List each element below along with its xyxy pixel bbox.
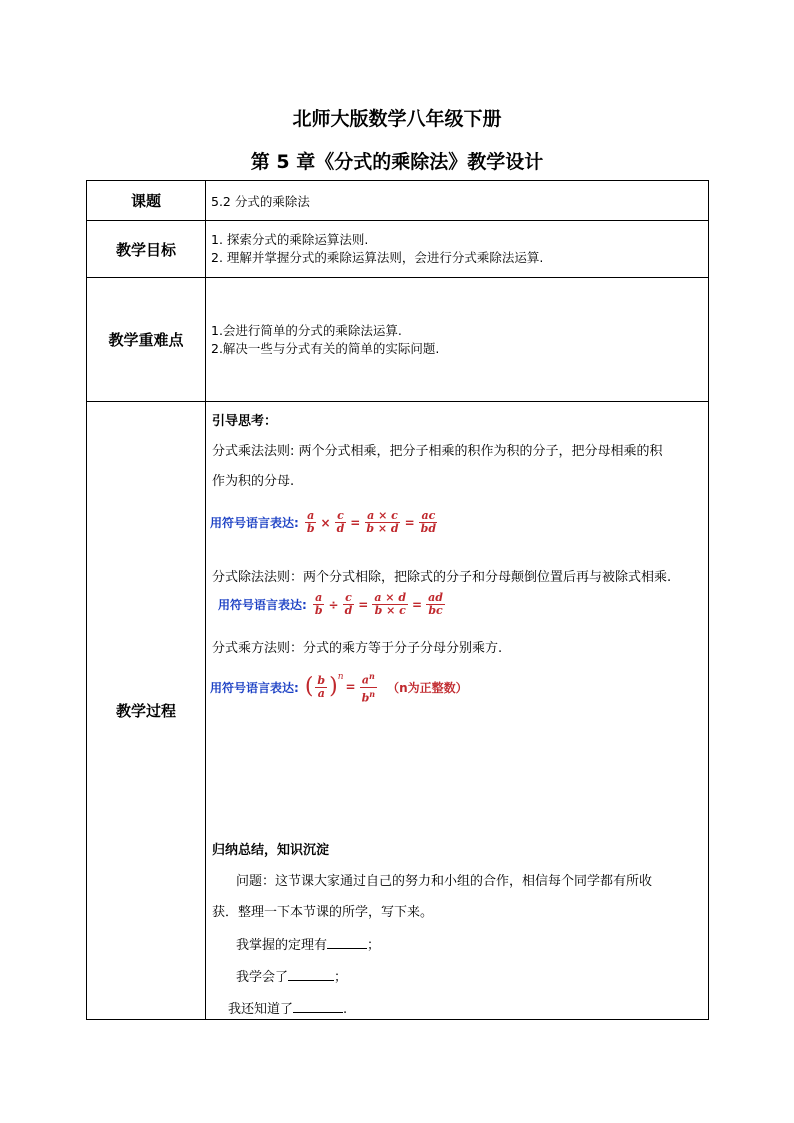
goal-item-1: 1. 探索分式的乘除运算法则.	[211, 232, 369, 247]
keypoint-item-1: 1.会进行简单的分式的乘除法运算.	[211, 322, 402, 338]
summary-heading: 归纳总结，知识沉淀	[212, 843, 330, 858]
prompt-theorems: 我掌握的定理有 ；	[236, 938, 381, 953]
equals-sign: =	[350, 515, 361, 530]
equals-sign: =	[345, 680, 356, 695]
document-title: 北师大版数学八年级下册	[292, 108, 502, 130]
fraction-c-over-d: $\frac{c}{d}$	[336, 509, 345, 535]
equals-sign: =	[404, 515, 415, 530]
fraction-result: $\frac{ac}{bd}$	[420, 509, 437, 535]
blank-learned[interactable]	[288, 968, 334, 981]
prompt-known: 我还知道了 .	[228, 1002, 348, 1017]
keypoints-label: 教学重难点	[87, 278, 206, 402]
fraction-power-result: $\frac{a^n}{b^n}$	[361, 671, 376, 705]
keypoints-content	[206, 278, 709, 402]
pow-rule: 分式乘方法则：分式的乘方等于分子分母分别乘方.	[212, 641, 503, 656]
equals-sign: =	[412, 597, 423, 612]
table-row-topic	[87, 181, 709, 221]
divide-sign: ÷	[328, 597, 339, 612]
lesson-plan-table	[86, 180, 709, 1020]
div-formula	[218, 592, 447, 617]
equals-sign: =	[358, 597, 369, 612]
fraction-product: $\frac{a \times d}{b \times c}$	[374, 591, 407, 617]
positive-integer-note: （n为正整数）	[387, 680, 468, 695]
pow-formula: 用符号语言表达: ( $\frac{b}{a}$ ) n = $\frac{a^n}{b^n}$ （n为正整数）	[210, 671, 468, 705]
question-line-2: 获．整理一下本节课的所学，写下来。	[212, 905, 434, 920]
table-row-goals	[87, 221, 709, 278]
exponent-n: n	[337, 672, 344, 682]
goals-content	[206, 221, 709, 278]
fraction-a-over-b: $\frac{a}{b}$	[306, 509, 315, 535]
blank-theorems[interactable]	[327, 936, 367, 949]
intro-heading: 引导思考：	[212, 414, 278, 429]
blank-known[interactable]	[293, 1000, 343, 1013]
fraction-product: $\frac{a \times c}{b \times d}$	[366, 509, 399, 535]
times-sign: ×	[320, 515, 331, 530]
fraction-b-over-a: $\frac{b}{a}$	[317, 673, 326, 700]
fraction-result: $\frac{ad}{bc}$	[428, 591, 443, 617]
question-line-1: 问题：这节课大家通过自己的努力和小组的合作，相信每个同学都有所收	[236, 874, 653, 889]
goals-label: 教学目标	[87, 221, 206, 278]
topic-value: 5.2 分式的乘除法	[206, 181, 709, 221]
table-row-keypoints	[87, 278, 709, 402]
keypoint-item-2: 2.解决一些与分式有关的简单的实际问题.	[211, 340, 440, 356]
topic-label: 课题	[87, 181, 206, 221]
document-subtitle: 第 5 章《分式的乘除法》教学设计	[250, 151, 544, 173]
fraction-c-over-d: $\frac{c}{d}$	[344, 591, 353, 617]
symbol-label-3: 用符号语言表达:	[210, 680, 299, 695]
mult-rule-line-2: 作为积的分母.	[212, 474, 295, 489]
div-rule: 分式除法法则：两个分式相除，把除式的分子和分母颠倒位置后再与被除式相乘.	[212, 570, 672, 585]
symbol-label-1: 用符号语言表达:	[210, 516, 299, 530]
process-label: 教学过程	[87, 402, 206, 1020]
mult-rule-line-1: 分式乘法法则: 两个分式相乘，把分子相乘的积作为积的分子，把分母相乘的积	[212, 444, 663, 459]
mult-formula	[210, 510, 440, 535]
table-row-process	[87, 402, 709, 1020]
goal-item-2: 2. 理解并掌握分式的乘除运算法则，会进行分式乘除法运算.	[211, 250, 544, 265]
fraction-a-over-b: $\frac{a}{b}$	[314, 591, 323, 617]
process-content	[206, 402, 709, 1020]
symbol-label-2: 用符号语言表达:	[218, 598, 307, 612]
prompt-learned: 我学会了 ；	[236, 970, 348, 985]
